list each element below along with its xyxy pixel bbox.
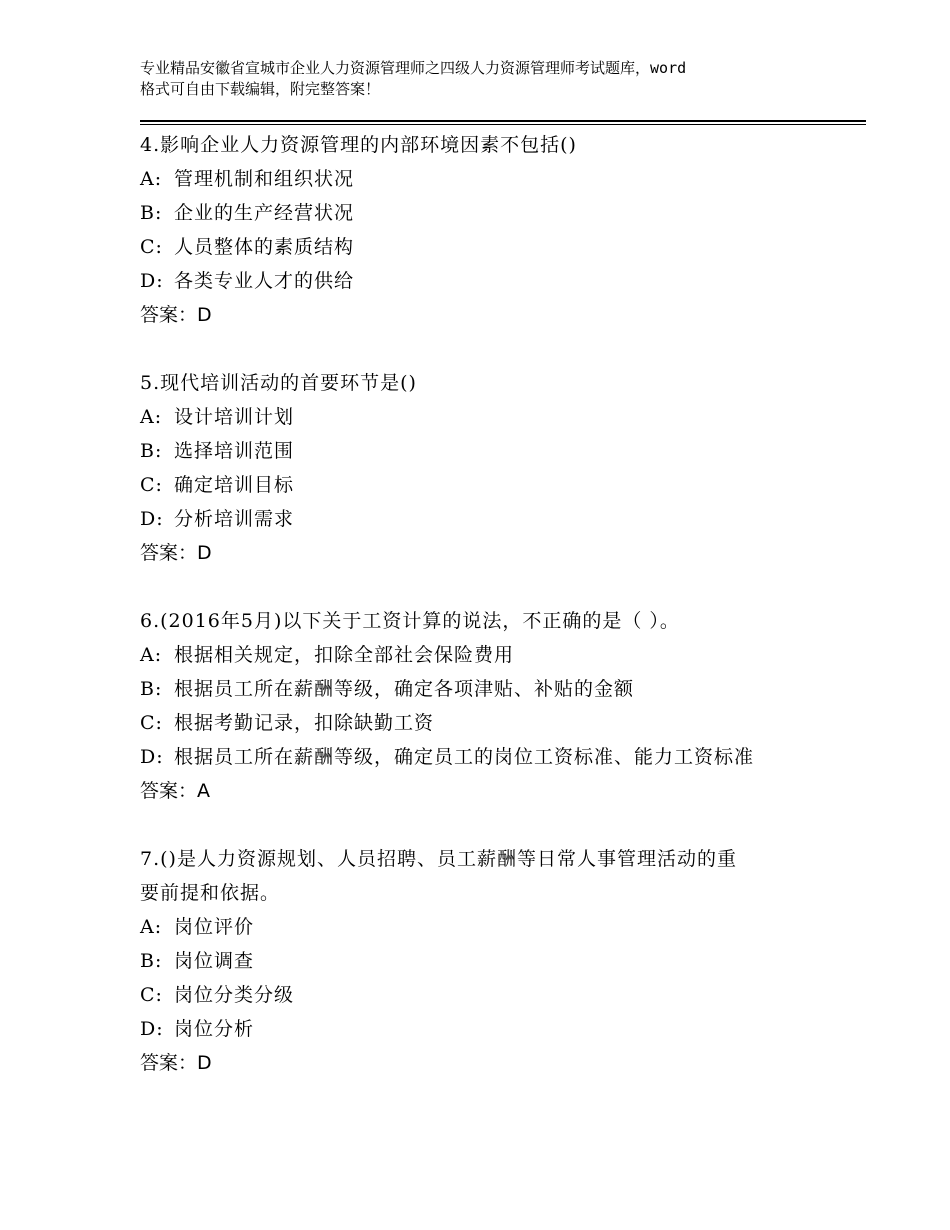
option-text: 岗位分类分级 (174, 984, 295, 1006)
option-text: 设计培训计划 (174, 406, 295, 428)
option-letter: A: (140, 406, 163, 428)
question-list (140, 128, 840, 1114)
option-letter: B: (140, 678, 163, 700)
question-text: 5.现代培训活动的首要环节是() (140, 372, 417, 394)
option-letter: D: (140, 746, 164, 768)
option-a (140, 638, 840, 672)
question-4 (140, 128, 840, 332)
option-text: 岗位调查 (174, 950, 255, 972)
option-letter: A: (140, 168, 163, 190)
option-d (140, 502, 840, 536)
answer-text: 答案：A (140, 780, 210, 802)
option-b (140, 944, 840, 978)
option-text: 各类专业人才的供给 (174, 270, 355, 292)
question-6 (140, 604, 840, 808)
option-text: 岗位评价 (174, 916, 255, 938)
option-letter: B: (140, 202, 163, 224)
option-text: 根据相关规定，扣除全部社会保险费用 (174, 644, 515, 666)
option-a (140, 400, 840, 434)
answer-text: 答案：D (140, 304, 212, 326)
option-letter: A: (140, 644, 163, 666)
option-letter: B: (140, 950, 163, 972)
option-text: 管理机制和组织状况 (174, 168, 355, 190)
question-5 (140, 366, 840, 570)
option-a (140, 162, 840, 196)
question-text-continued: 要前提和依据。 (140, 882, 281, 904)
option-b (140, 672, 840, 706)
option-text: 根据考勤记录，扣除缺勤工资 (174, 712, 435, 734)
question-7 (140, 842, 840, 1080)
option-letter: D: (140, 508, 164, 530)
question-text: 4.影响企业人力资源管理的内部环境因素不包括() (140, 134, 577, 156)
header-divider-thick (140, 120, 866, 122)
option-text: 确定培训目标 (174, 474, 295, 496)
answer-text: 答案：D (140, 542, 212, 564)
option-letter: D: (140, 270, 164, 292)
option-letter: C: (140, 236, 163, 258)
option-d (140, 1012, 840, 1046)
option-letter: C: (140, 984, 163, 1006)
option-d (140, 264, 840, 298)
header-divider-thin (140, 124, 866, 125)
document-header (140, 58, 840, 100)
option-text: 分析培训需求 (174, 508, 295, 530)
option-letter: C: (140, 474, 163, 496)
header-line-2: 格式可自由下载编辑，附完整答案！ (140, 80, 381, 98)
option-text: 根据员工所在薪酬等级，确定各项津贴、补贴的金额 (174, 678, 635, 700)
option-text: 企业的生产经营状况 (174, 202, 355, 224)
option-text: 岗位分析 (174, 1018, 255, 1040)
option-c (140, 230, 840, 264)
question-text: 7.()是人力资源规划、人员招聘、员工薪酬等日常人事管理活动的重 (140, 848, 737, 870)
answer-text: 答案：D (140, 1052, 212, 1074)
question-text: 6.(2016年5月)以下关于工资计算的说法，不正确的是（ ）。 (140, 610, 680, 632)
option-c (140, 706, 840, 740)
option-b (140, 434, 840, 468)
option-a (140, 910, 840, 944)
option-c (140, 468, 840, 502)
option-letter: C: (140, 712, 163, 734)
option-text: 选择培训范围 (174, 440, 295, 462)
option-letter: B: (140, 440, 163, 462)
header-line-1: 专业精品安徽省宣城市企业人力资源管理师之四级人力资源管理师考试题库，word (140, 59, 687, 77)
option-text: 人员整体的素质结构 (174, 236, 355, 258)
option-b (140, 196, 840, 230)
option-d (140, 740, 840, 774)
option-letter: A: (140, 916, 163, 938)
option-letter: D: (140, 1018, 164, 1040)
option-c (140, 978, 840, 1012)
option-text: 根据员工所在薪酬等级，确定员工的岗位工资标准、能力工资标准 (174, 746, 755, 768)
